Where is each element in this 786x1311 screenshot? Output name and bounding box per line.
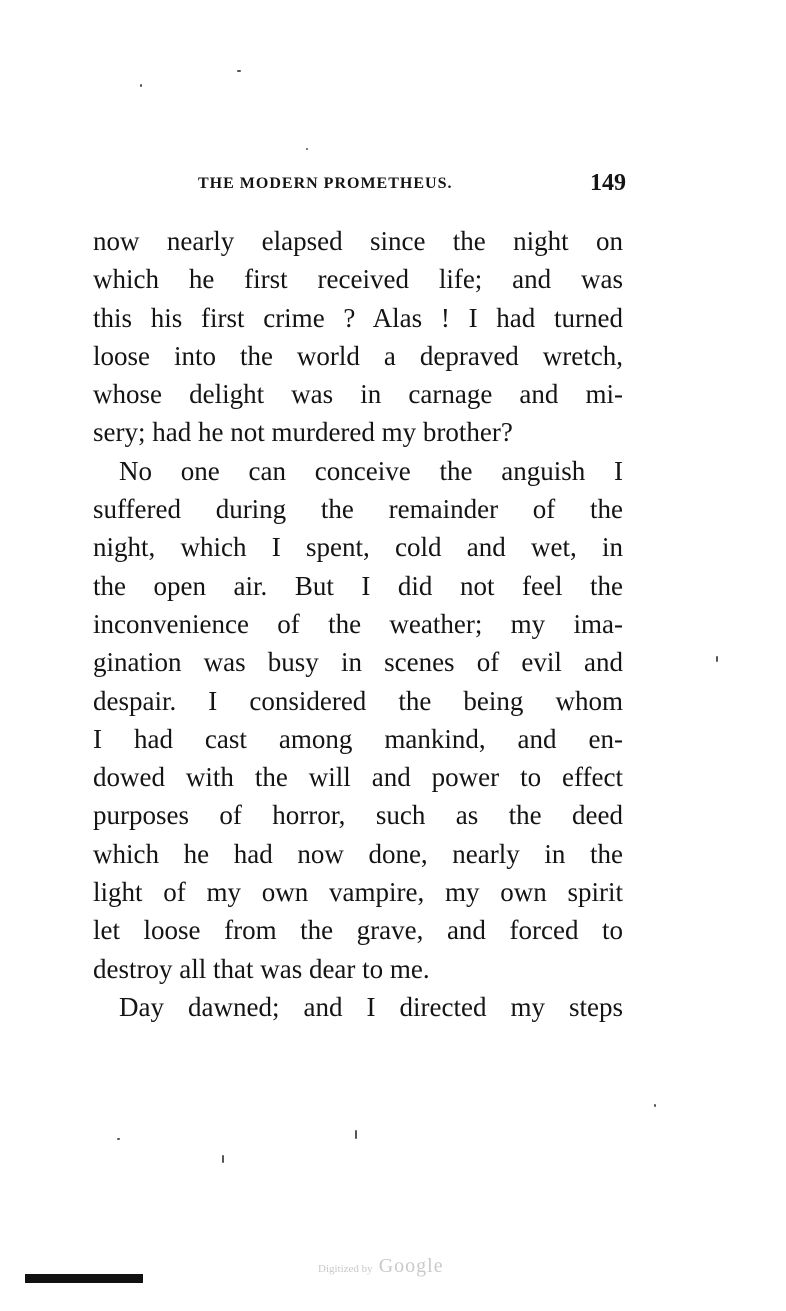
page-number: 149 [590,170,626,196]
text-line: suffered during the remainder of the [93,494,623,525]
running-title: THE MODERN PROMETHEUS. [198,175,453,192]
text-line: which he had now done, nearly in the [93,838,623,869]
watermark-brand: Google [378,1255,444,1277]
text-line: whose delight was in carnage and mi- [93,379,623,410]
text-line: dowed with the will and power to effect [93,762,623,793]
paragraph-start-line: Day dawned; and I directed my steps [119,991,623,1022]
scan-speck [716,656,718,662]
scan-speck [654,1104,656,1107]
scan-speck [306,148,308,150]
text-line: the open air. But I did not feel the [93,570,623,601]
scan-speck [237,70,241,72]
text-line: which he first received life; and was [93,264,623,295]
text-line: despair. I considered the being whom [93,685,623,716]
digitizer-watermark [318,1255,444,1278]
watermark-prefix: Digitized by [318,1263,373,1275]
text-line: purposes of horror, such as the deed [93,800,623,831]
text-line: loose into the world a depraved wretch, [93,340,623,371]
scan-speck [117,1138,120,1140]
scan-edge-bar [25,1274,143,1283]
page-header [160,170,630,200]
scan-speck [140,84,142,87]
paragraph-start-line: No one can conceive the anguish I [119,455,623,486]
text-line: light of my own vampire, my own spirit [93,877,623,908]
scan-speck [222,1155,224,1163]
text-line: this his first crime ? Alas ! I had turned [93,302,623,333]
body-text [93,222,623,1026]
text-line: I had cast among mankind, and en- [93,723,623,754]
text-line: gination was busy in scenes of evil and [93,647,623,678]
text-line: sery; had he not murdered my brother? [93,417,513,448]
text-line: inconvenience of the weather; my ima- [93,608,623,639]
text-line: now nearly elapsed since the night on [93,226,623,256]
text-line: let loose from the grave, and forced to [93,915,623,946]
text-line: night, which I spent, cold and wet, in [93,532,623,563]
text-line: destroy all that was dear to me. [93,953,430,984]
scan-speck [355,1130,357,1139]
